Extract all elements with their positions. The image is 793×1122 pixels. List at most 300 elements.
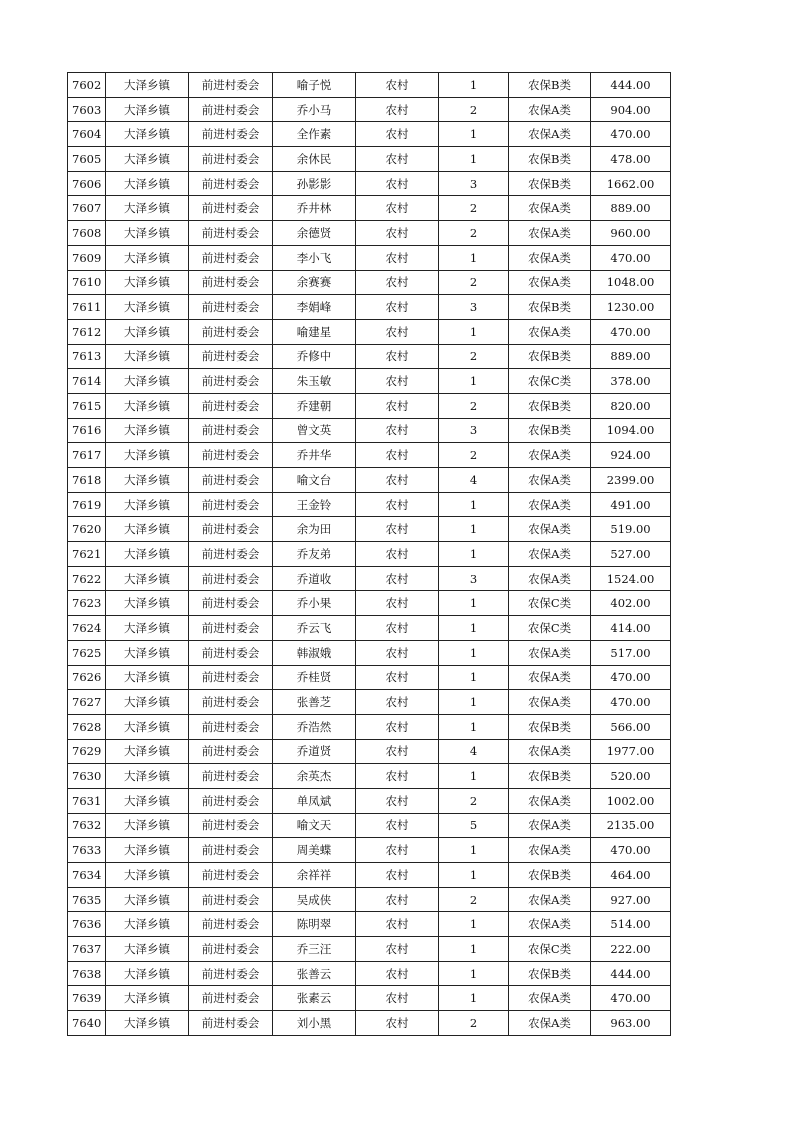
row-id-cell: 7622 [68, 566, 106, 591]
person-name-cell: 张善云 [273, 961, 356, 986]
amount-cell: 527.00 [591, 542, 671, 567]
person-name-cell: 刘小黑 [273, 1011, 356, 1036]
row-id-cell: 7625 [68, 640, 106, 665]
household-size-cell: 1 [439, 961, 509, 986]
person-name-cell: 张素云 [273, 986, 356, 1011]
table-row [68, 221, 671, 246]
insurance-category-cell: 农保A类 [509, 196, 591, 221]
table-row [68, 147, 671, 172]
area-type-cell: 农村 [356, 912, 439, 937]
township-cell: 大泽乡镇 [106, 616, 189, 641]
area-type-cell: 农村 [356, 270, 439, 295]
township-cell: 大泽乡镇 [106, 986, 189, 1011]
person-name-cell: 喻文台 [273, 468, 356, 493]
village-committee-cell: 前进村委会 [189, 221, 273, 246]
amount-cell: 470.00 [591, 690, 671, 715]
household-size-cell: 1 [439, 863, 509, 888]
amount-cell: 470.00 [591, 319, 671, 344]
insurance-category-cell: 农保C类 [509, 591, 591, 616]
row-id-cell: 7627 [68, 690, 106, 715]
area-type-cell: 农村 [356, 937, 439, 962]
person-name-cell: 余祥祥 [273, 863, 356, 888]
row-id-cell: 7604 [68, 122, 106, 147]
area-type-cell: 农村 [356, 418, 439, 443]
table-row [68, 690, 671, 715]
household-size-cell: 2 [439, 270, 509, 295]
amount-cell: 478.00 [591, 147, 671, 172]
insurance-category-cell: 农保A类 [509, 986, 591, 1011]
household-size-cell: 1 [439, 838, 509, 863]
village-committee-cell: 前进村委会 [189, 690, 273, 715]
household-size-cell: 2 [439, 393, 509, 418]
household-size-cell: 1 [439, 122, 509, 147]
insurance-category-cell: 农保A类 [509, 122, 591, 147]
village-committee-cell: 前进村委会 [189, 393, 273, 418]
amount-cell: 1524.00 [591, 566, 671, 591]
person-name-cell: 乔井华 [273, 443, 356, 468]
area-type-cell: 农村 [356, 739, 439, 764]
amount-cell: 470.00 [591, 986, 671, 1011]
household-size-cell: 1 [439, 640, 509, 665]
village-committee-cell: 前进村委会 [189, 196, 273, 221]
insurance-category-cell: 农保A类 [509, 270, 591, 295]
table-row [68, 542, 671, 567]
area-type-cell: 农村 [356, 838, 439, 863]
table-row [68, 468, 671, 493]
township-cell: 大泽乡镇 [106, 245, 189, 270]
row-id-cell: 7638 [68, 961, 106, 986]
village-committee-cell: 前进村委会 [189, 443, 273, 468]
township-cell: 大泽乡镇 [106, 937, 189, 962]
person-name-cell: 喻文天 [273, 813, 356, 838]
household-size-cell: 1 [439, 591, 509, 616]
area-type-cell: 农村 [356, 221, 439, 246]
person-name-cell: 喻子悦 [273, 73, 356, 98]
township-cell: 大泽乡镇 [106, 443, 189, 468]
row-id-cell: 7606 [68, 171, 106, 196]
row-id-cell: 7620 [68, 517, 106, 542]
township-cell: 大泽乡镇 [106, 517, 189, 542]
area-type-cell: 农村 [356, 961, 439, 986]
row-id-cell: 7632 [68, 813, 106, 838]
insurance-category-cell: 农保C类 [509, 369, 591, 394]
table-row [68, 344, 671, 369]
township-cell: 大泽乡镇 [106, 690, 189, 715]
insurance-category-cell: 农保B类 [509, 764, 591, 789]
insurance-category-cell: 农保C类 [509, 937, 591, 962]
insurance-category-cell: 农保A类 [509, 245, 591, 270]
township-cell: 大泽乡镇 [106, 838, 189, 863]
township-cell: 大泽乡镇 [106, 73, 189, 98]
person-name-cell: 乔井林 [273, 196, 356, 221]
person-name-cell: 乔桂贤 [273, 665, 356, 690]
village-committee-cell: 前进村委会 [189, 344, 273, 369]
amount-cell: 927.00 [591, 887, 671, 912]
table-row [68, 739, 671, 764]
insurance-category-cell: 农保A类 [509, 566, 591, 591]
table-row [68, 961, 671, 986]
table-row [68, 171, 671, 196]
insurance-category-cell: 农保B类 [509, 344, 591, 369]
amount-cell: 222.00 [591, 937, 671, 962]
township-cell: 大泽乡镇 [106, 221, 189, 246]
insurance-category-cell: 农保B类 [509, 73, 591, 98]
amount-cell: 566.00 [591, 714, 671, 739]
township-cell: 大泽乡镇 [106, 147, 189, 172]
insurance-category-cell: 农保A类 [509, 690, 591, 715]
table-row [68, 616, 671, 641]
household-size-cell: 1 [439, 986, 509, 1011]
person-name-cell: 陈明翠 [273, 912, 356, 937]
area-type-cell: 农村 [356, 492, 439, 517]
village-committee-cell: 前进村委会 [189, 887, 273, 912]
village-committee-cell: 前进村委会 [189, 937, 273, 962]
person-name-cell: 乔建朝 [273, 393, 356, 418]
amount-cell: 470.00 [591, 245, 671, 270]
household-size-cell: 1 [439, 245, 509, 270]
row-id-cell: 7612 [68, 319, 106, 344]
person-name-cell: 乔三汪 [273, 937, 356, 962]
table-row [68, 492, 671, 517]
household-size-cell: 2 [439, 196, 509, 221]
person-name-cell: 乔友弟 [273, 542, 356, 567]
village-committee-cell: 前进村委会 [189, 147, 273, 172]
household-size-cell: 5 [439, 813, 509, 838]
row-id-cell: 7607 [68, 196, 106, 221]
person-name-cell: 乔道贤 [273, 739, 356, 764]
insurance-category-cell: 农保A类 [509, 319, 591, 344]
area-type-cell: 农村 [356, 665, 439, 690]
village-committee-cell: 前进村委会 [189, 665, 273, 690]
township-cell: 大泽乡镇 [106, 739, 189, 764]
insurance-category-cell: 农保A类 [509, 468, 591, 493]
table-row [68, 640, 671, 665]
amount-cell: 1094.00 [591, 418, 671, 443]
row-id-cell: 7613 [68, 344, 106, 369]
amount-cell: 1002.00 [591, 788, 671, 813]
person-name-cell: 余赛赛 [273, 270, 356, 295]
table-row [68, 764, 671, 789]
village-committee-cell: 前进村委会 [189, 295, 273, 320]
amount-cell: 963.00 [591, 1011, 671, 1036]
person-name-cell: 李娟峰 [273, 295, 356, 320]
person-name-cell: 乔小果 [273, 591, 356, 616]
township-cell: 大泽乡镇 [106, 912, 189, 937]
area-type-cell: 农村 [356, 1011, 439, 1036]
insurance-category-cell: 农保A类 [509, 97, 591, 122]
township-cell: 大泽乡镇 [106, 1011, 189, 1036]
insurance-category-cell: 农保A类 [509, 492, 591, 517]
area-type-cell: 农村 [356, 887, 439, 912]
amount-cell: 889.00 [591, 344, 671, 369]
row-id-cell: 7635 [68, 887, 106, 912]
household-size-cell: 2 [439, 443, 509, 468]
township-cell: 大泽乡镇 [106, 788, 189, 813]
insurance-category-cell: 农保A类 [509, 640, 591, 665]
row-id-cell: 7633 [68, 838, 106, 863]
area-type-cell: 农村 [356, 788, 439, 813]
person-name-cell: 余为田 [273, 517, 356, 542]
row-id-cell: 7618 [68, 468, 106, 493]
township-cell: 大泽乡镇 [106, 863, 189, 888]
person-name-cell: 曾文英 [273, 418, 356, 443]
row-id-cell: 7615 [68, 393, 106, 418]
person-name-cell: 周美蝶 [273, 838, 356, 863]
village-committee-cell: 前进村委会 [189, 616, 273, 641]
table-row [68, 418, 671, 443]
table-row [68, 912, 671, 937]
village-committee-cell: 前进村委会 [189, 591, 273, 616]
area-type-cell: 农村 [356, 468, 439, 493]
table-row [68, 443, 671, 468]
person-name-cell: 乔云飞 [273, 616, 356, 641]
insurance-category-cell: 农保C类 [509, 616, 591, 641]
amount-cell: 414.00 [591, 616, 671, 641]
household-size-cell: 1 [439, 492, 509, 517]
township-cell: 大泽乡镇 [106, 418, 189, 443]
amount-cell: 402.00 [591, 591, 671, 616]
row-id-cell: 7614 [68, 369, 106, 394]
amount-cell: 820.00 [591, 393, 671, 418]
row-id-cell: 7637 [68, 937, 106, 962]
person-name-cell: 单凤斌 [273, 788, 356, 813]
household-size-cell: 2 [439, 1011, 509, 1036]
village-committee-cell: 前进村委会 [189, 739, 273, 764]
household-size-cell: 1 [439, 912, 509, 937]
village-committee-cell: 前进村委会 [189, 270, 273, 295]
row-id-cell: 7611 [68, 295, 106, 320]
insurance-category-cell: 农保B类 [509, 418, 591, 443]
household-size-cell: 2 [439, 221, 509, 246]
township-cell: 大泽乡镇 [106, 344, 189, 369]
township-cell: 大泽乡镇 [106, 295, 189, 320]
township-cell: 大泽乡镇 [106, 97, 189, 122]
table-row [68, 393, 671, 418]
household-size-cell: 3 [439, 418, 509, 443]
village-committee-cell: 前进村委会 [189, 912, 273, 937]
area-type-cell: 农村 [356, 295, 439, 320]
table-row [68, 813, 671, 838]
amount-cell: 904.00 [591, 97, 671, 122]
township-cell: 大泽乡镇 [106, 171, 189, 196]
area-type-cell: 农村 [356, 443, 439, 468]
village-committee-cell: 前进村委会 [189, 838, 273, 863]
insurance-category-cell: 农保A类 [509, 739, 591, 764]
amount-cell: 1977.00 [591, 739, 671, 764]
person-name-cell: 张善芝 [273, 690, 356, 715]
row-id-cell: 7603 [68, 97, 106, 122]
village-committee-cell: 前进村委会 [189, 1011, 273, 1036]
person-name-cell: 余德贤 [273, 221, 356, 246]
amount-cell: 960.00 [591, 221, 671, 246]
row-id-cell: 7609 [68, 245, 106, 270]
amount-cell: 924.00 [591, 443, 671, 468]
table-row [68, 887, 671, 912]
area-type-cell: 农村 [356, 591, 439, 616]
household-size-cell: 4 [439, 739, 509, 764]
row-id-cell: 7624 [68, 616, 106, 641]
household-size-cell: 1 [439, 147, 509, 172]
household-size-cell: 3 [439, 566, 509, 591]
area-type-cell: 农村 [356, 640, 439, 665]
table-row [68, 986, 671, 1011]
insurance-category-cell: 农保A类 [509, 517, 591, 542]
township-cell: 大泽乡镇 [106, 764, 189, 789]
township-cell: 大泽乡镇 [106, 319, 189, 344]
township-cell: 大泽乡镇 [106, 393, 189, 418]
village-committee-cell: 前进村委会 [189, 492, 273, 517]
insurance-category-cell: 农保B类 [509, 714, 591, 739]
table-row [68, 517, 671, 542]
household-size-cell: 1 [439, 937, 509, 962]
amount-cell: 520.00 [591, 764, 671, 789]
table-row [68, 122, 671, 147]
amount-cell: 470.00 [591, 122, 671, 147]
township-cell: 大泽乡镇 [106, 961, 189, 986]
amount-cell: 444.00 [591, 73, 671, 98]
township-cell: 大泽乡镇 [106, 270, 189, 295]
area-type-cell: 农村 [356, 245, 439, 270]
amount-cell: 464.00 [591, 863, 671, 888]
table-row [68, 788, 671, 813]
table-row [68, 714, 671, 739]
area-type-cell: 农村 [356, 986, 439, 1011]
insurance-category-cell: 农保A类 [509, 912, 591, 937]
amount-cell: 491.00 [591, 492, 671, 517]
township-cell: 大泽乡镇 [106, 813, 189, 838]
township-cell: 大泽乡镇 [106, 591, 189, 616]
household-size-cell: 2 [439, 887, 509, 912]
village-committee-cell: 前进村委会 [189, 97, 273, 122]
person-name-cell: 余英杰 [273, 764, 356, 789]
amount-cell: 378.00 [591, 369, 671, 394]
amount-cell: 1048.00 [591, 270, 671, 295]
township-cell: 大泽乡镇 [106, 665, 189, 690]
insurance-category-cell: 农保B类 [509, 171, 591, 196]
township-cell: 大泽乡镇 [106, 714, 189, 739]
amount-cell: 1662.00 [591, 171, 671, 196]
insurance-category-cell: 农保A类 [509, 838, 591, 863]
row-id-cell: 7631 [68, 788, 106, 813]
insurance-category-cell: 农保B类 [509, 961, 591, 986]
person-name-cell: 乔道收 [273, 566, 356, 591]
area-type-cell: 农村 [356, 122, 439, 147]
person-name-cell: 乔浩然 [273, 714, 356, 739]
household-size-cell: 1 [439, 764, 509, 789]
area-type-cell: 农村 [356, 813, 439, 838]
person-name-cell: 乔小马 [273, 97, 356, 122]
household-size-cell: 1 [439, 319, 509, 344]
township-cell: 大泽乡镇 [106, 122, 189, 147]
household-size-cell: 1 [439, 542, 509, 567]
village-committee-cell: 前进村委会 [189, 517, 273, 542]
amount-cell: 889.00 [591, 196, 671, 221]
person-name-cell: 吴成侠 [273, 887, 356, 912]
village-committee-cell: 前进村委会 [189, 714, 273, 739]
area-type-cell: 农村 [356, 196, 439, 221]
table-row [68, 566, 671, 591]
household-size-cell: 2 [439, 344, 509, 369]
village-committee-cell: 前进村委会 [189, 122, 273, 147]
household-size-cell: 1 [439, 616, 509, 641]
row-id-cell: 7626 [68, 665, 106, 690]
area-type-cell: 农村 [356, 344, 439, 369]
row-id-cell: 7628 [68, 714, 106, 739]
table-body [68, 73, 671, 1036]
village-committee-cell: 前进村委会 [189, 542, 273, 567]
area-type-cell: 农村 [356, 517, 439, 542]
area-type-cell: 农村 [356, 566, 439, 591]
amount-cell: 470.00 [591, 665, 671, 690]
person-name-cell: 李小飞 [273, 245, 356, 270]
area-type-cell: 农村 [356, 171, 439, 196]
village-committee-cell: 前进村委会 [189, 468, 273, 493]
table-row [68, 1011, 671, 1036]
area-type-cell: 农村 [356, 714, 439, 739]
township-cell: 大泽乡镇 [106, 196, 189, 221]
row-id-cell: 7636 [68, 912, 106, 937]
row-id-cell: 7634 [68, 863, 106, 888]
insurance-category-cell: 农保B类 [509, 863, 591, 888]
row-id-cell: 7621 [68, 542, 106, 567]
insurance-category-cell: 农保A类 [509, 443, 591, 468]
table-row [68, 369, 671, 394]
row-id-cell: 7605 [68, 147, 106, 172]
village-committee-cell: 前进村委会 [189, 369, 273, 394]
person-name-cell: 孙影影 [273, 171, 356, 196]
village-committee-cell: 前进村委会 [189, 813, 273, 838]
insurance-category-cell: 农保A类 [509, 1011, 591, 1036]
area-type-cell: 农村 [356, 73, 439, 98]
amount-cell: 2399.00 [591, 468, 671, 493]
table-row [68, 196, 671, 221]
row-id-cell: 7623 [68, 591, 106, 616]
amount-cell: 470.00 [591, 838, 671, 863]
area-type-cell: 农村 [356, 147, 439, 172]
village-committee-cell: 前进村委会 [189, 764, 273, 789]
household-size-cell: 3 [439, 295, 509, 320]
village-committee-cell: 前进村委会 [189, 961, 273, 986]
insurance-category-cell: 农保A类 [509, 813, 591, 838]
village-committee-cell: 前进村委会 [189, 319, 273, 344]
row-id-cell: 7630 [68, 764, 106, 789]
row-id-cell: 7602 [68, 73, 106, 98]
person-name-cell: 全作素 [273, 122, 356, 147]
amount-cell: 444.00 [591, 961, 671, 986]
village-committee-cell: 前进村委会 [189, 863, 273, 888]
table-row [68, 295, 671, 320]
township-cell: 大泽乡镇 [106, 468, 189, 493]
household-size-cell: 2 [439, 788, 509, 813]
person-name-cell: 朱玉敏 [273, 369, 356, 394]
area-type-cell: 农村 [356, 690, 439, 715]
household-size-cell: 2 [439, 97, 509, 122]
village-committee-cell: 前进村委会 [189, 788, 273, 813]
subsidy-table [67, 72, 671, 1036]
amount-cell: 517.00 [591, 640, 671, 665]
table-row [68, 838, 671, 863]
village-committee-cell: 前进村委会 [189, 171, 273, 196]
row-id-cell: 7617 [68, 443, 106, 468]
amount-cell: 514.00 [591, 912, 671, 937]
amount-cell: 519.00 [591, 517, 671, 542]
row-id-cell: 7608 [68, 221, 106, 246]
village-committee-cell: 前进村委会 [189, 418, 273, 443]
table-row [68, 97, 671, 122]
table-row [68, 665, 671, 690]
household-size-cell: 4 [439, 468, 509, 493]
row-id-cell: 7639 [68, 986, 106, 1011]
